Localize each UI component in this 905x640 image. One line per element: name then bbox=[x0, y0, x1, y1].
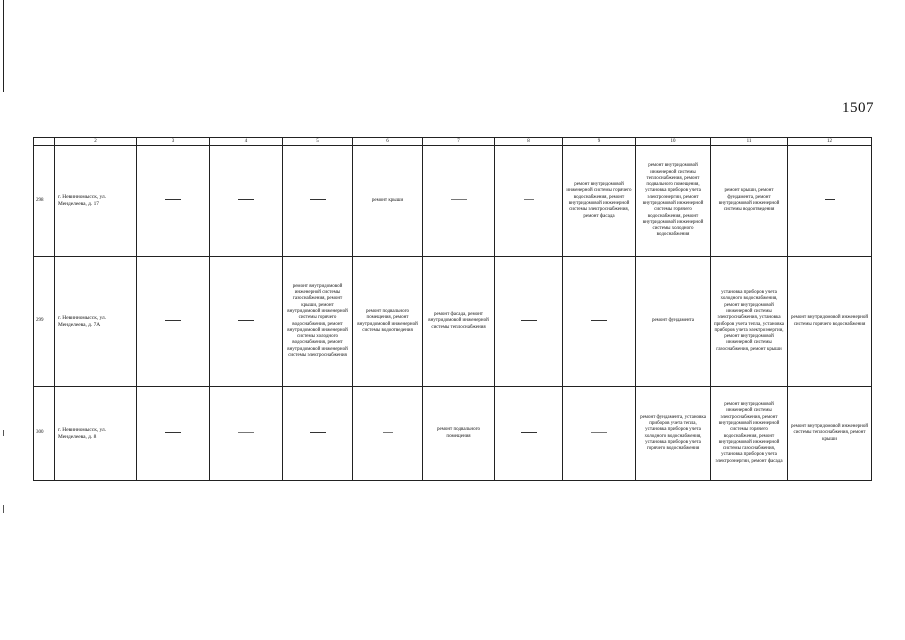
dash-mark bbox=[238, 199, 254, 200]
dash-cell bbox=[137, 257, 210, 387]
work-cell: ремонт внутридомовой инженерной системы горячего водоснабжения, ремонт внутридомовой инженерной системы электроснабжения, ремонт фасада bbox=[563, 146, 636, 257]
dash-cell bbox=[563, 257, 636, 387]
work-cell: ремонт фундамента, установка приборов учета тепла, установка приборов учета холодного водоснабжения, установка приборов учета горячего водоснабжения bbox=[636, 387, 711, 481]
work-cell: ремонт фасада, ремонт внутридомовой инженерной системы теплоснабжения bbox=[423, 257, 495, 387]
dash-cell bbox=[495, 387, 563, 481]
col-number bbox=[34, 138, 55, 146]
repair-schedule-table bbox=[33, 137, 872, 481]
col-number: 12 bbox=[788, 138, 872, 146]
table-row bbox=[34, 387, 872, 481]
scan-mark bbox=[3, 430, 4, 436]
column-number-row bbox=[34, 138, 872, 146]
col-number: 6 bbox=[353, 138, 423, 146]
col-number: 5 bbox=[283, 138, 353, 146]
col-number: 2 bbox=[55, 138, 137, 146]
col-number: 10 bbox=[636, 138, 711, 146]
dash-mark bbox=[238, 432, 254, 433]
work-cell: установка приборов учета холодного водоснабжения, ремонт внутридомовой инженерной системы электроснабжения, установка приборов учета тепла, установка приборов учета электроэнергии, ремонт внутридомовой инженерной системы газоснабжения, ремонт крыши bbox=[711, 257, 788, 387]
dash-mark bbox=[310, 199, 326, 200]
col-number: 11 bbox=[711, 138, 788, 146]
dash-mark bbox=[165, 199, 181, 200]
dash-mark bbox=[310, 432, 326, 433]
row-number: 300 bbox=[34, 387, 55, 481]
dash-mark bbox=[521, 320, 537, 321]
work-cell: ремонт внутридомовой инженерной системы горячего водоснабжения bbox=[788, 257, 872, 387]
row-number: 298 bbox=[34, 146, 55, 257]
table-row bbox=[34, 257, 872, 387]
address-cell: г. Невинномысск, ул. Менделеева, д. 8 bbox=[55, 387, 137, 481]
page-number: 1507 bbox=[842, 100, 874, 116]
dash-cell bbox=[283, 387, 353, 481]
col-number: 8 bbox=[495, 138, 563, 146]
dash-cell bbox=[210, 387, 283, 481]
dash-mark bbox=[591, 432, 607, 433]
col-number: 4 bbox=[210, 138, 283, 146]
dash-cell bbox=[495, 146, 563, 257]
row-number: 299 bbox=[34, 257, 55, 387]
col-number: 9 bbox=[563, 138, 636, 146]
dash-cell bbox=[283, 146, 353, 257]
work-cell: ремонт внутридомовой инженерной системы электроснабжения, ремонт внутридомовой инженерной системы горячего водоснабжения, ремонт внутридомовой инженерной системы газоснабжения, установка приборов учета электроэнергии, ремонт фасада bbox=[711, 387, 788, 481]
dash-cell bbox=[210, 257, 283, 387]
dash-mark bbox=[591, 320, 607, 321]
dash-cell bbox=[137, 387, 210, 481]
dash-cell bbox=[423, 146, 495, 257]
dash-mark bbox=[165, 432, 181, 433]
work-cell: ремонт подвального помещения, ремонт внутридомовой инженерной системы водоотведения bbox=[353, 257, 423, 387]
dash-mark bbox=[165, 320, 181, 321]
dash-mark bbox=[524, 199, 534, 200]
work-cell: ремонт крыши, ремонт фундамента, ремонт внутридомовой инженерной системы водоотведения bbox=[711, 146, 788, 257]
scan-left-border bbox=[3, 0, 4, 92]
dash-mark bbox=[451, 199, 467, 200]
dash-cell bbox=[563, 387, 636, 481]
table-row bbox=[34, 146, 872, 257]
work-cell: ремонт подвального помещения bbox=[423, 387, 495, 481]
scan-mark bbox=[3, 505, 4, 513]
dash-mark bbox=[521, 432, 537, 433]
work-cell: ремонт фундамента bbox=[636, 257, 711, 387]
work-cell: ремонт внутридомовой инженерной системы теплоснабжения, ремонт крыши bbox=[788, 387, 872, 481]
dash-mark bbox=[238, 320, 254, 321]
dash-mark bbox=[825, 199, 835, 200]
dash-cell bbox=[788, 146, 872, 257]
dash-cell bbox=[210, 146, 283, 257]
dash-cell bbox=[495, 257, 563, 387]
dash-mark bbox=[383, 432, 393, 433]
dash-cell bbox=[137, 146, 210, 257]
work-cell: ремонт внутридомовой инженерной системы газоснабжения, ремонт крыши, ремонт внутридомовой инженерной системы горячего водоснабжения, ремонт внутридомовой инженерной системы холодного водоснабжения, ремонт внутридомовой инженерной системы электроснабжения bbox=[283, 257, 353, 387]
address-cell: г. Невинномысск, ул. Менделеева, д. 7А bbox=[55, 257, 137, 387]
work-cell: ремонт крыши bbox=[353, 146, 423, 257]
work-cell: ремонт внутридомовой инженерной системы теплоснабжения, ремонт подвального помещения, установка приборов учета электроэнергии, ремонт внутридомовой инженерной системы горячего водоснабжения, ремонт внутридомовой инженерной системы холодного водоснабжения bbox=[636, 146, 711, 257]
dash-cell bbox=[353, 387, 423, 481]
col-number: 7 bbox=[423, 138, 495, 146]
col-number: 3 bbox=[137, 138, 210, 146]
address-cell: г. Невинномысск, ул. Менделеева, д. 17 bbox=[55, 146, 137, 257]
